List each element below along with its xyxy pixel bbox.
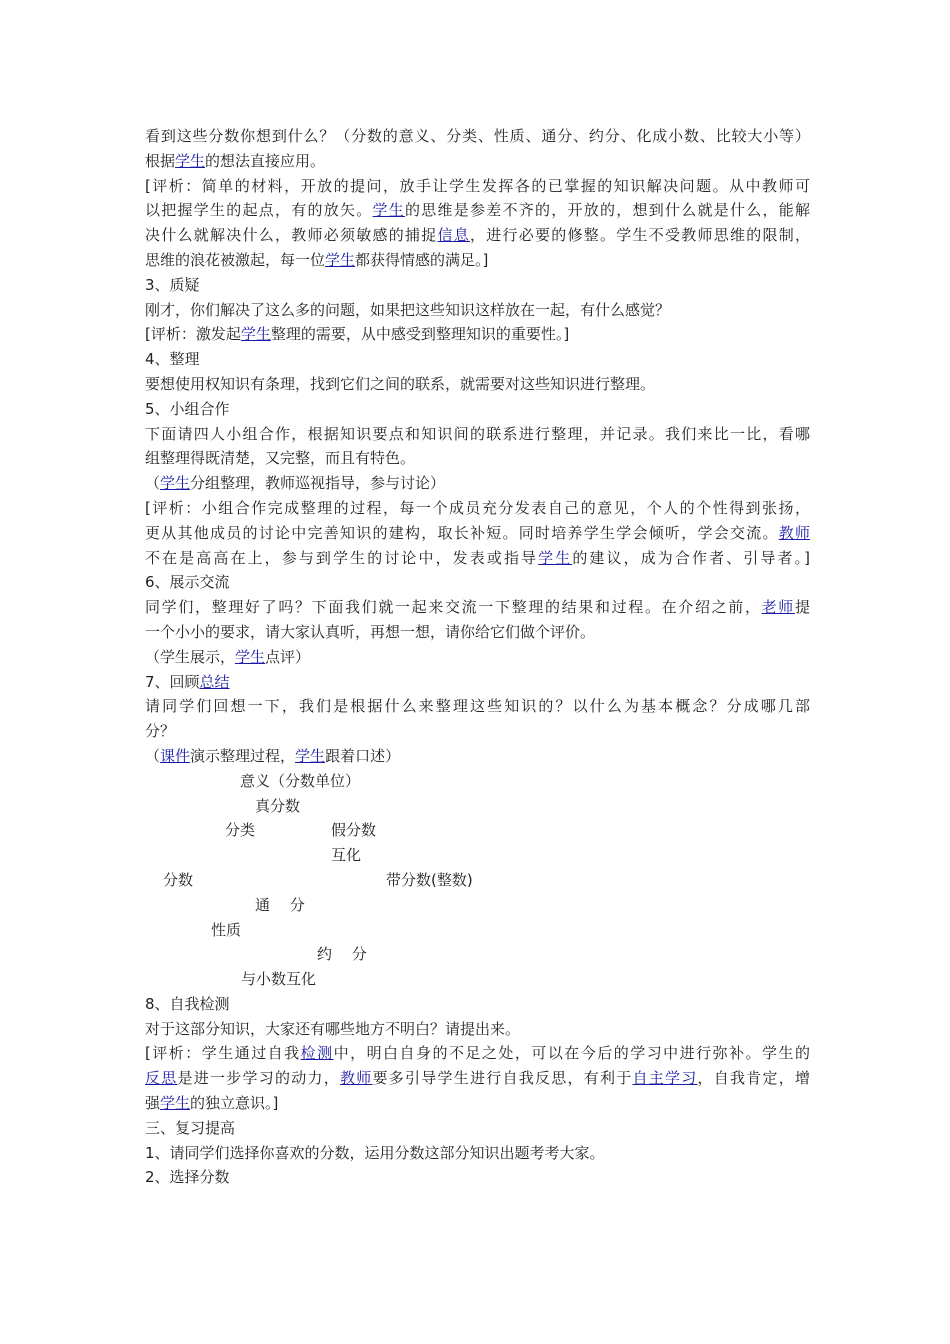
text-run: 是进一步学习的动力， [177,1069,340,1088]
fraction-knowledge-tree [145,769,810,992]
text-line [145,570,810,595]
text-run: [评析：简单的材料，开放的提问，放手让学生发挥各的已掌握的知识解决问题。从中教师可 [145,176,810,195]
text-line [145,620,810,645]
text-run: 整理的需要，从中感受到整理知识的重要性。] [270,325,570,344]
text-line [145,1116,810,1141]
text-run: ，自我肯定，增 [697,1069,810,1088]
inline-link[interactable]: 教师 [339,1069,373,1088]
tree-node-property: 性质 [211,920,242,939]
text-line [145,521,810,546]
text-run: 6、展示交流 [145,573,230,592]
text-run: 提 [794,598,810,617]
text-line [145,1165,810,1190]
text-run: 8、自我检测 [145,994,230,1013]
text-run: （学生展示， [145,647,236,666]
text-run: 看到这些分数你想到什么？（分数的意义、分类、性质、通分、约分、化成小数、比较大小等） [145,127,810,145]
text-run: 以把握学生的起点，有的放矢。 [145,201,373,220]
text-run: [评析：激发起 [145,325,241,344]
text-run: 的思维是参差不齐的，开放的，想到什么就是什么，能解 [405,201,810,220]
tree-node-classification: 分类 [225,821,256,840]
text-run: 都获得情感的满足。] [355,250,489,269]
inline-link[interactable]: 学生 [235,647,266,666]
text-run: 同学们，整理好了吗？下面我们就一起来交流一下整理的结果和过程。在介绍之前， [145,598,762,617]
text-line [145,397,810,422]
inline-link[interactable]: 学生 [372,201,405,220]
text-run: 的独立意识。] [190,1093,279,1112]
text-line [145,670,810,695]
text-run: 决什么就解决什么，教师必须敏感的捕捉 [145,226,438,245]
text-line [145,149,810,174]
text-run: 三、复习提高 [145,1118,236,1137]
text-line [145,273,810,298]
inline-link[interactable]: 学生 [538,548,573,567]
text-line [145,1017,810,1042]
tree-node-proper-fraction: 真分数 [255,796,301,815]
tree-node-mixed-number: 带分数(整数) [386,870,473,889]
inline-link[interactable]: 自主学习 [632,1069,698,1088]
inline-link[interactable]: 老师 [761,598,795,617]
inline-link[interactable]: 学生 [295,746,326,765]
inline-link[interactable]: 课件 [160,746,191,765]
tree-node-conversion: 互化 [331,846,362,865]
text-run: 下面请四人小组合作，根据知识要点和知识间的联系进行整理，并记录。我们来比一比，看哪 [145,424,810,443]
text-run: 不在是高高在上，参与到学生的讨论中，发表或指导 [145,548,539,567]
text-run: 的想法直接应用。 [205,151,326,170]
text-run: 1、请同学们选择你喜欢的分数，运用分数这部分知识出题考考大家。 [145,1143,605,1162]
text-line [145,744,810,769]
text-run: 5、小组合作 [145,399,230,418]
tree-node-common-denominator: 通 分 [255,895,305,914]
text-line [145,248,810,273]
text-run: 强 [145,1093,161,1112]
tree-node-reduction: 约 分 [317,945,367,964]
text-run: 刚才，你们解决了这么多的问题，如果把这些知识这样放在一起，有什么感觉？ [145,300,671,319]
text-line [145,124,810,149]
text-line [145,446,810,471]
text-line [145,645,810,670]
text-run: 更从其他成员的讨论中完善知识的建构，取长补短。同时培养学生学会倾听，学会交流。 [145,523,779,542]
text-run: 根据 [145,151,176,170]
text-line [145,546,810,571]
text-run: ，进行必要的修整。学生不受教师思维的限制， [469,226,810,245]
text-run: 分？ [145,722,176,741]
inline-link[interactable]: 学生 [240,325,271,344]
text-run: 跟着口述） [325,746,401,765]
text-line [145,1091,810,1116]
text-line [145,1141,810,1166]
text-line [145,322,810,347]
inline-link[interactable]: 学生 [160,474,191,493]
text-line [145,992,810,1017]
text-line [145,595,810,620]
text-run: 7、回顾 [145,672,200,691]
text-run: 点评） [265,647,311,666]
text-line [145,174,810,199]
text-run: 组整理得既清楚，又完整，而且有特色。 [145,449,416,468]
text-run: 4、整理 [145,350,200,369]
text-run: （ [145,746,161,765]
text-block-tail [145,992,810,1190]
text-line [145,372,810,397]
tree-node-meaning: 意义（分数单位） [240,771,361,790]
text-run: 思维的浪花被激起，每一位 [145,250,326,269]
tree-node-decimal-conversion: 与小数互化 [241,970,317,989]
text-line [145,1066,810,1091]
text-line [145,496,810,521]
inline-link[interactable]: 学生 [160,1093,191,1112]
text-run: [评析：学生通过自我 [145,1044,301,1063]
inline-link[interactable]: 总结 [199,672,230,691]
text-line [145,298,810,323]
text-line [145,471,810,496]
text-run: 请同学们回想一下，我们是根据什么来整理这些知识的？以什么为基本概念？分成哪几部 [145,697,810,716]
text-line [145,719,810,744]
tree-node-fraction: 分数 [163,870,194,889]
inline-link[interactable]: 信息 [437,226,470,245]
text-run: 中，明白自身的不足之处，可以在今后的学习中进行弥补。学生的 [333,1044,810,1063]
text-line [145,198,810,223]
text-run: 要多引导学生进行自我反思，有利于 [372,1069,633,1088]
text-line [145,223,810,248]
text-line [145,694,810,719]
text-run: 要想使用权知识有条理，找到它们之间的联系，就需要对这些知识进行整理。 [145,374,656,393]
text-run: [评析：小组合作完成整理的过程，每一个成员充分发表自己的意见，个人的个性得到张扬， [145,498,810,517]
text-line [145,347,810,372]
inline-link[interactable]: 反思 [145,1069,178,1088]
tree-node-improper-fraction: 假分数 [331,821,377,840]
text-run: 的建议，成为合作者、引导者。] [572,548,810,567]
text-run: （ [145,474,161,493]
text-line [145,422,810,447]
text-run: 演示整理过程， [190,746,296,765]
inline-link[interactable]: 检测 [300,1044,334,1063]
inline-link[interactable]: 学生 [325,250,356,269]
text-line [145,1041,810,1066]
text-block-main [145,124,810,769]
text-run: 分组整理，教师巡视指导，参与讨论） [190,474,446,493]
inline-link[interactable]: 学生 [175,151,206,170]
text-run: 3、质疑 [145,275,200,294]
document-body [145,124,810,1190]
text-run: 2、选择分数 [145,1168,230,1187]
inline-link[interactable]: 教师 [778,523,810,542]
text-run: 一个小小的要求，请大家认真听，再想一想，请你给它们做个评价。 [145,622,596,641]
text-run: 对于这部分知识，大家还有哪些地方不明白？请提出来。 [145,1019,521,1038]
